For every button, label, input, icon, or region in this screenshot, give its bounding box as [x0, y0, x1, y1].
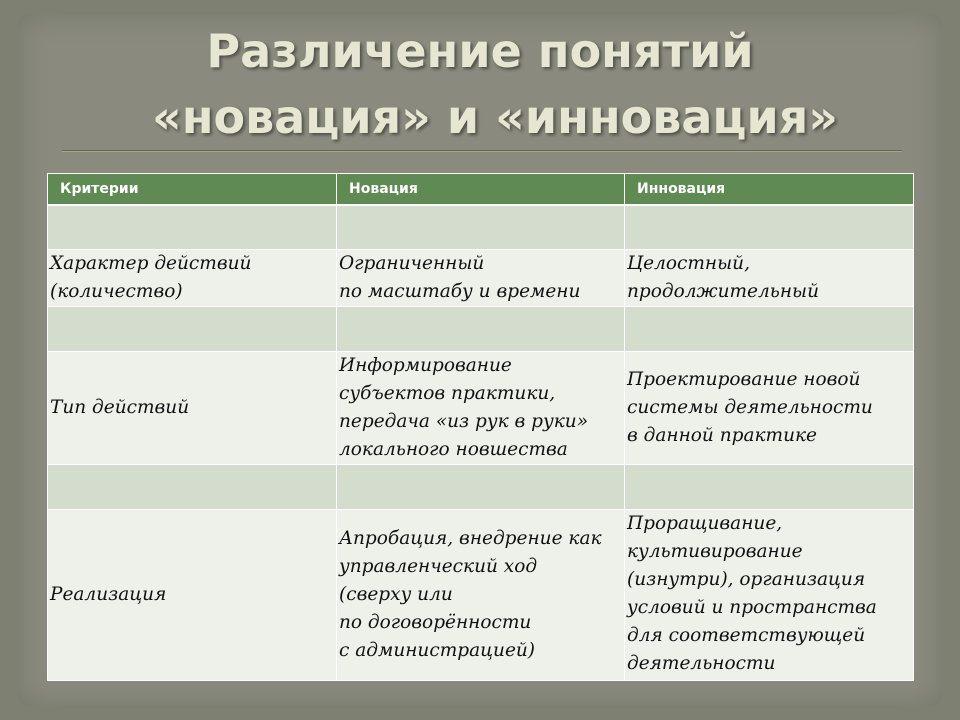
- table-cell: [48, 465, 337, 510]
- table-cell: [48, 307, 337, 352]
- page-title: [30, 18, 930, 150]
- header-criteria: Критерии: [48, 174, 337, 205]
- novation-cell: Апробация, внедрение как управленческий ход (сверху или по договорённости с администрацией): [337, 510, 625, 681]
- header-novation: Новация: [337, 174, 625, 205]
- novation-cell: Информирование субъектов практики, передача «из рук в руки» локального новшества: [337, 352, 625, 465]
- table-cell: [337, 465, 625, 510]
- table-row: [48, 510, 914, 681]
- title-divider: [62, 150, 902, 152]
- table-cell: [625, 205, 914, 250]
- innovation-cell: Проектирование новой системы деятельности в данной практике: [625, 352, 914, 465]
- title-line-1: Различение понятий: [206, 24, 754, 78]
- header-innovation: Инновация: [625, 174, 914, 205]
- innovation-cell: Проращивание, культивирование (изнутри), организация условий и пространства для соответствующей деятельности: [625, 510, 914, 681]
- criterion-cell: Тип действий: [48, 352, 337, 465]
- criterion-cell: Реализация: [48, 510, 337, 681]
- table-cell: [337, 307, 625, 352]
- comparison-table: [47, 173, 914, 681]
- innovation-cell: Целостный, продолжительный: [625, 250, 914, 307]
- table-cell: [625, 307, 914, 352]
- table-row: [48, 352, 914, 465]
- table-cell: [337, 205, 625, 250]
- table-cell: [625, 465, 914, 510]
- table-spacer-row: [48, 307, 914, 352]
- table-header-row: [48, 174, 914, 205]
- criterion-cell: Характер действий (количество): [48, 250, 337, 307]
- novation-cell: Ограниченный по масштабу и времени: [337, 250, 625, 307]
- table-row: [48, 250, 914, 307]
- table-spacer-row: [48, 205, 914, 250]
- table-cell: [48, 205, 337, 250]
- table-spacer-row: [48, 465, 914, 510]
- title-line-2: «новация» и «инновация»: [152, 90, 838, 144]
